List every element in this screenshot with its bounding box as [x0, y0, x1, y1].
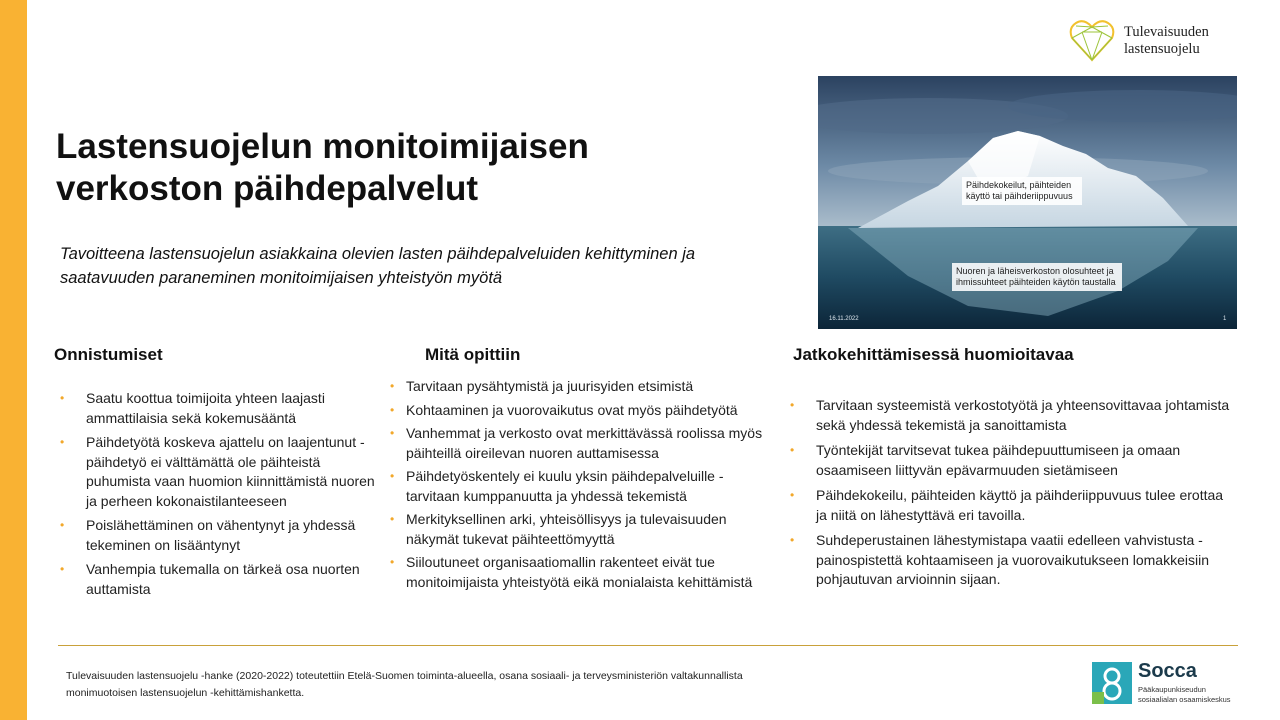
socca-logo — [1092, 660, 1242, 706]
tulevaisuuden-lastensuojelu-logo — [1068, 16, 1238, 64]
heading-mita-opittiin: Mitä opittiin — [425, 345, 521, 364]
iceberg-label-top: Päihdekokeilut, päihteiden käyttö tai päihderiippuvuus — [962, 177, 1082, 205]
footnote: Tulevaisuuden lastensuojelu -hanke (2020-2022) toteutettiin Etelä-Suomen toiminta-alueella, osana sosiaali- ja terveysministeriön valtakunnallista monimuotoisen lastensuojelun -kehittämishanketta. — [66, 670, 743, 699]
socca-sub-line-2: sosiaalialan osaamiskeskus — [1138, 694, 1231, 704]
list-item: • Merkityksellinen arki, yhteisöllisyys ja tulevaisuuden näkymät tukevat päihteettömyyttä — [390, 510, 780, 549]
socca-name: Socca — [1138, 660, 1197, 682]
mita-opittiin-list — [390, 377, 780, 596]
list-item: • Päihdetyöskentely ei kuulu yksin päihdepalveluille - tarvitaan kumppanuutta ja yhdessä tekemistä — [390, 467, 780, 506]
socca-mark-icon — [1092, 662, 1132, 704]
list-item: • Työntekijät tarvitsevat tukea päihdepuuttumiseen ja omaan osaamiseen liittyvän epävarmuuden sietämiseen — [786, 441, 1236, 480]
list-item: • Saatu koottua toimijoita yhteen laajasti ammattilaisia sekä kokemusääntä — [56, 389, 386, 428]
onnistumiset-list — [56, 389, 386, 604]
list-item: • Suhdeperustainen lähestymistapa vaatii edelleen vahvistusta - painospistettä kohtaamiseen ja vuorovaikutukseen lomakkeisiin pohjautuvan arvioinnin sijaan. — [786, 531, 1236, 590]
socca-sub-line-1: Pääkaupunkiseudun — [1138, 685, 1206, 694]
image-date: 16.11.2022 — [829, 316, 859, 322]
list-item: • Tarvitaan systeemistä verkostotyötä ja yhteensovittavaa johtamista sekä yhdessä tekemistä ja sanoittamista — [786, 396, 1236, 435]
list-item: • Vanhemmat ja verkosto ovat merkittävässä roolissa myös päihteillä oireilevan nuoren auttamisessa — [390, 424, 780, 463]
heart-logo-icon — [1068, 18, 1116, 62]
list-item: • Siiloutuneet organisaatiomallin rakenteet eivät tue monitoimijaista yhteistyötä eikä monialaista kehittämistä — [390, 553, 780, 592]
list-item: • Tarvitaan pysähtymistä ja juurisyiden etsimistä — [390, 377, 780, 397]
list-item: • Kohtaaminen ja vuorovaikutus ovat myös päihdetyötä — [390, 401, 780, 421]
jatkokehittamisessa-list — [786, 396, 1236, 596]
list-item: • Poislähettäminen on vähentynyt ja yhdessä tekeminen on lisääntynyt — [56, 516, 386, 555]
subtitle: Tavoitteena lastensuojelun asiakkaina olevien lasten päihdepalveluiden kehittyminen ja saatavuuden paraneminen monitoimijaisen yhteistyön myötä — [60, 245, 696, 287]
logo-line-2: lastensuojelu — [1124, 41, 1200, 57]
image-page-number: 1 — [1223, 316, 1227, 322]
list-item: • Päihdetyötä koskeva ajattelu on laajentunut - päihdetyö ei välttämättä ole päihteistä puhumista vaan huomion kiinnittämistä nuoren ja perheen kokonaistilanteeseen — [56, 433, 386, 511]
page-title: Lastensuojelun monitoimijaisen verkoston päihdepalvelut — [56, 127, 589, 208]
left-accent-bar — [0, 0, 27, 720]
heading-onnistumiset: Onnistumiset — [54, 345, 163, 364]
logo-line-1: Tulevaisuuden — [1124, 24, 1209, 40]
heading-jatkokehittamisessa: Jatkokehittämisessä huomioitavaa — [793, 345, 1074, 364]
list-item: • Vanhempia tukemalla on tärkeä osa nuorten auttamista — [56, 560, 386, 599]
iceberg-label-bottom: Nuoren ja läheisverkoston olosuhteet ja ihmissuhteet päihteiden käytön taustalla — [952, 263, 1122, 291]
footer-divider — [58, 645, 1238, 646]
list-item: • Päihdekokeilu, päihteiden käyttö ja päihderiippuvuus tulee erottaa ja niitä on lähestyttävä eri tavoilla. — [786, 486, 1236, 525]
